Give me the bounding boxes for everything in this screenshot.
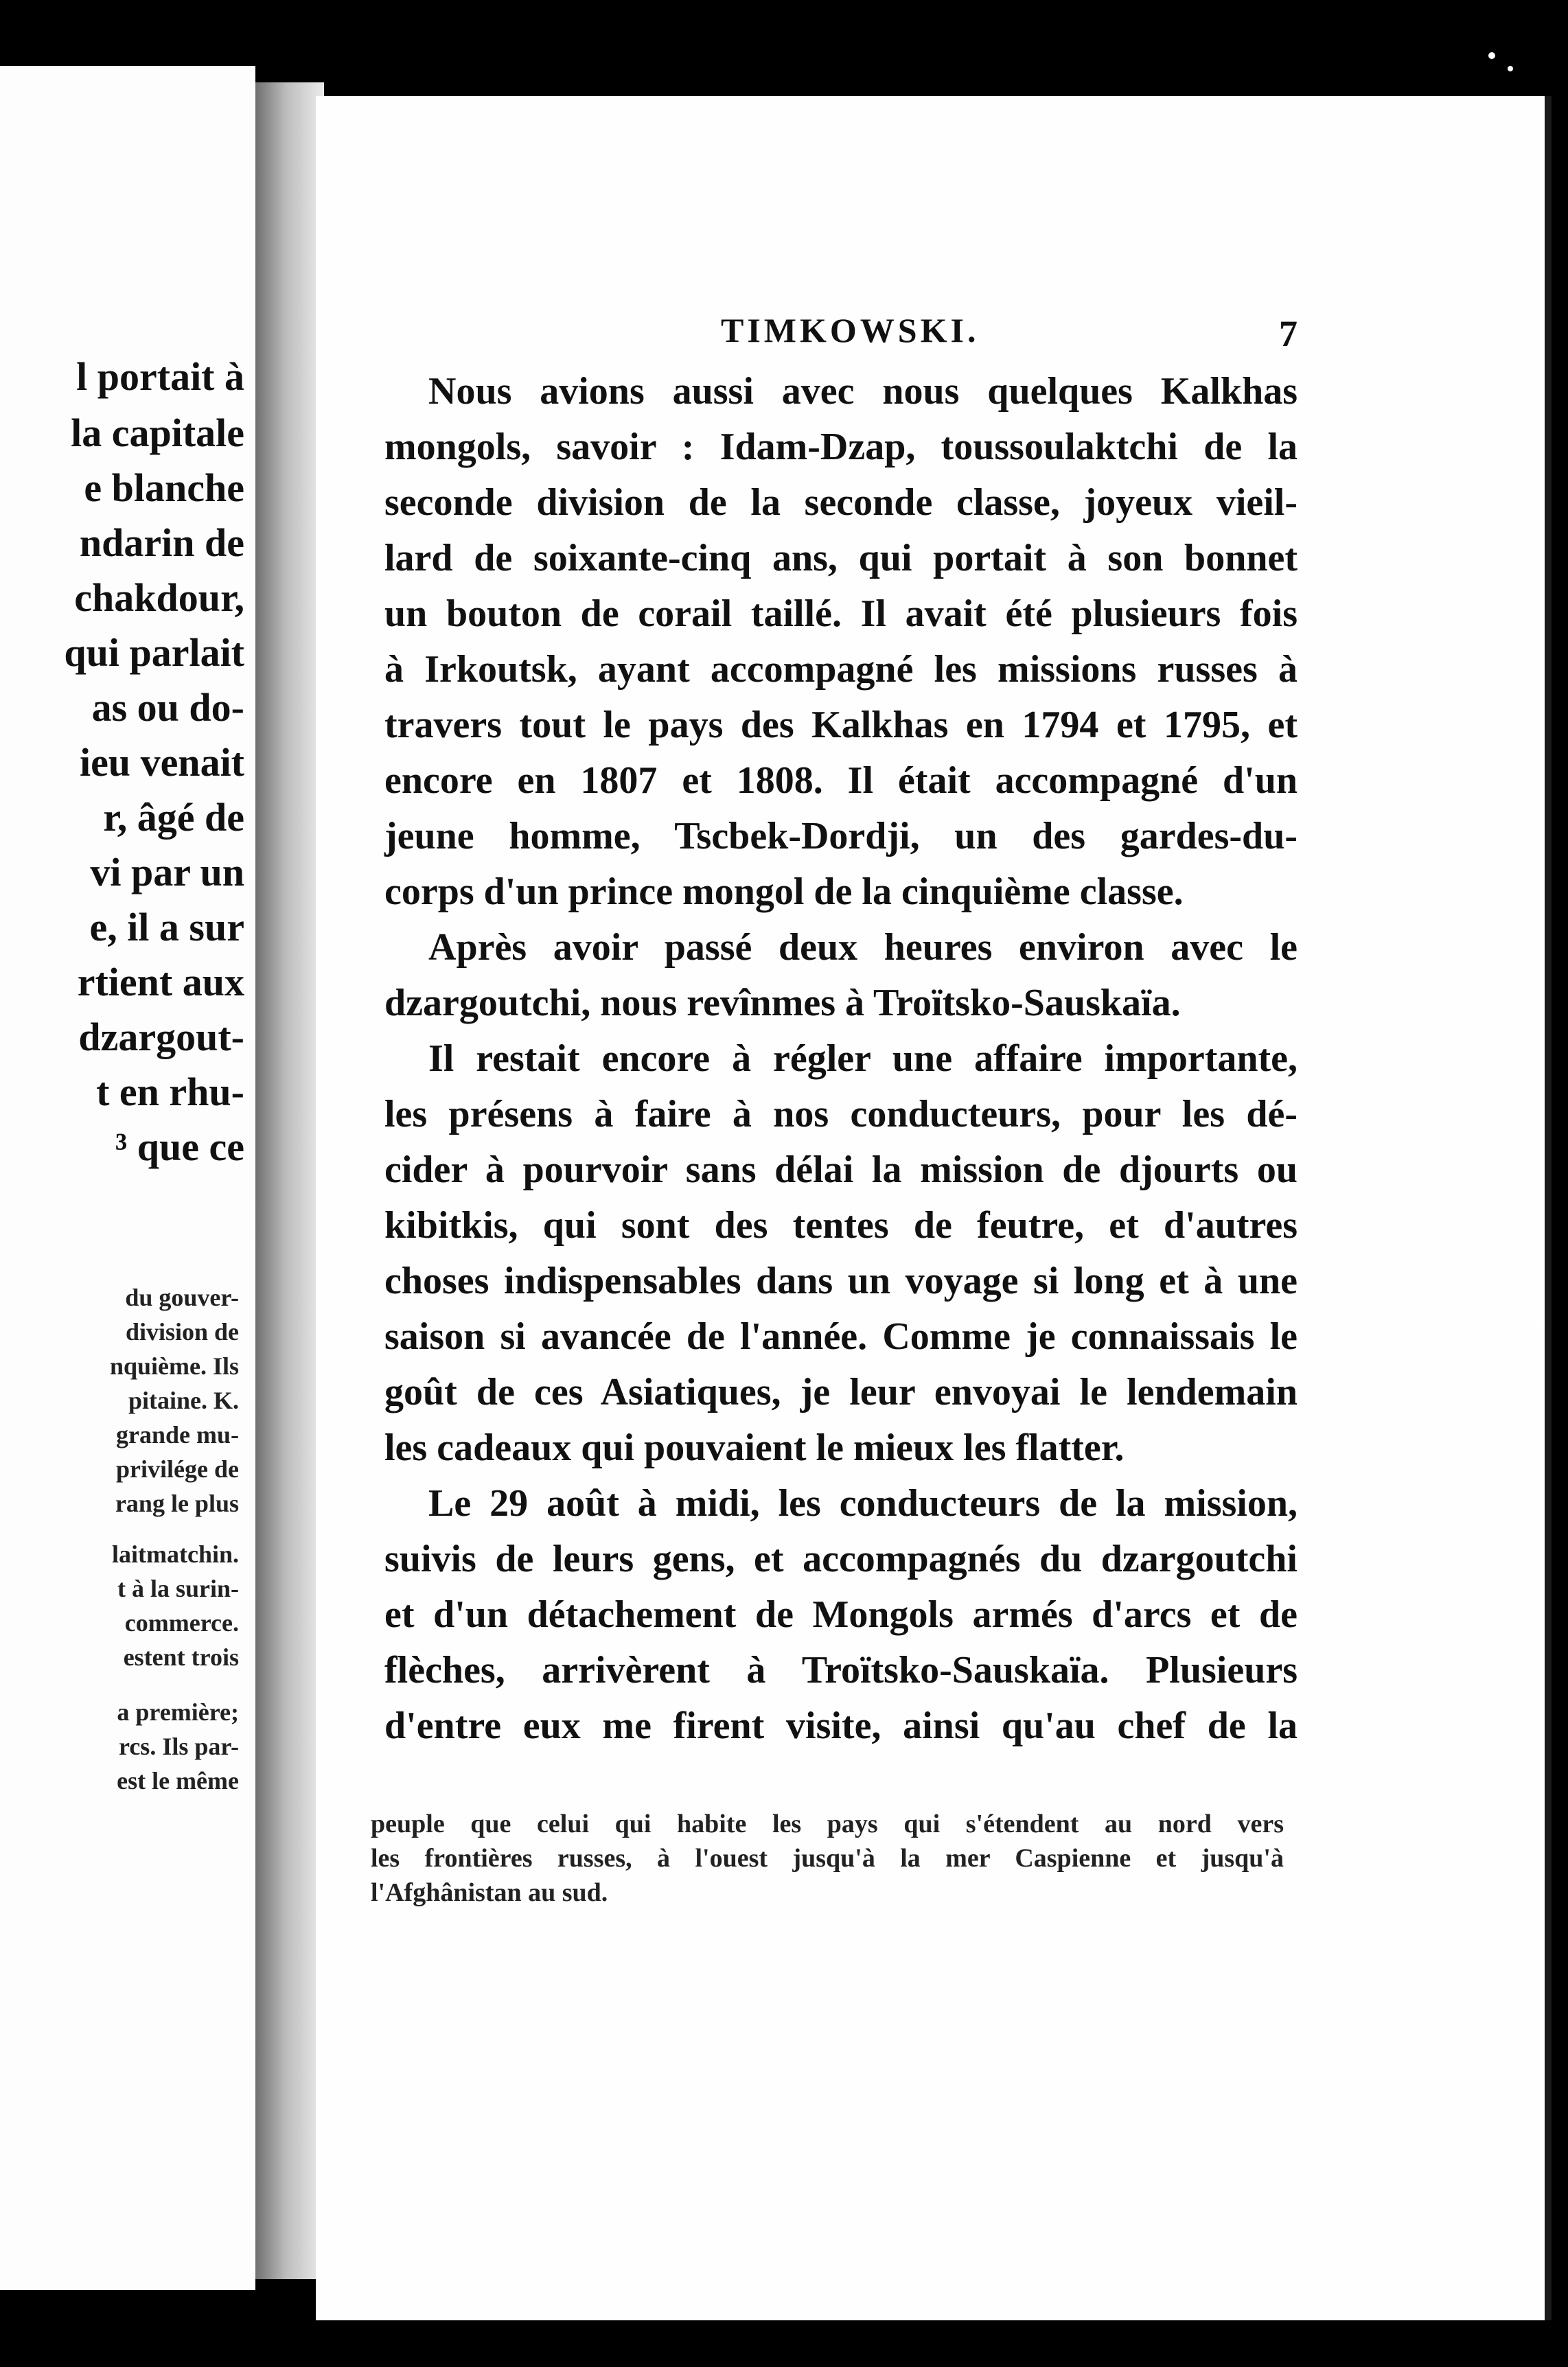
left-page-line: qui parlait: [64, 630, 244, 675]
text-line: cider à pourvoir sans délai la mission de djourts ou: [384, 1148, 1298, 1191]
text-line: Le 29 août à midi, les conducteurs de la mission,: [428, 1482, 1298, 1525]
text-line: dzargoutchi, nous revînmes à Troïtsko-Sauskaïa.: [384, 982, 1181, 1024]
text-line: et d'un détachement de Mongols armés d'arcs et de: [384, 1593, 1298, 1636]
left-page-line: as ou do-: [91, 685, 244, 730]
running-header: TIMKOWSKI.: [721, 311, 980, 349]
footnote-line: peuple que celui qui habite les pays qui s'étendent au nord vers: [371, 1810, 1284, 1838]
left-page-line: t en rhu-: [96, 1070, 244, 1114]
page-edge: [1545, 96, 1552, 2320]
left-page: [0, 66, 255, 2290]
text-line: d'entre eux me firent visite, ainsi qu'au chef de la: [384, 1705, 1298, 1747]
left-page-line: dzargout-: [78, 1015, 244, 1059]
text-line: suivis de leurs gens, et accompagnés du dzargoutchi: [384, 1538, 1298, 1580]
left-page-note: estent trois: [123, 1643, 239, 1671]
left-page-line: ³ que ce: [115, 1124, 244, 1169]
scan-speck: [1508, 66, 1513, 71]
left-page-note: commerce.: [124, 1609, 239, 1637]
text-line: jeune homme, Tscbek-Dordji, un des gardes-du-: [384, 815, 1298, 857]
left-page-line: r, âgé de: [103, 795, 244, 840]
text-line: corps d'un prince mongol de la cinquième classe.: [384, 870, 1184, 913]
left-page-line: ndarin de: [79, 520, 244, 565]
left-page-line: rtient aux: [77, 960, 244, 1004]
left-page-line: la capitale: [71, 411, 244, 455]
left-page-note: division de: [125, 1318, 239, 1346]
text-line: saison si avancée de l'année. Comme je connaissais le: [384, 1315, 1298, 1358]
text-line: lard de soixante-cinq ans, qui portait à son bonnet: [384, 537, 1298, 579]
left-page-line: vi par un: [90, 850, 244, 894]
left-page-line: chakdour,: [74, 575, 244, 620]
footnote: [371, 1807, 1284, 1910]
left-page-line: ieu venait: [79, 740, 244, 785]
text-line: choses indispensables dans un voyage si long et à une: [384, 1260, 1298, 1302]
text-line: goût de ces Asiatiques, je leur envoyai le lendemain: [384, 1371, 1298, 1413]
left-page-line: l portait à: [76, 354, 244, 399]
text-line: seconde division de la seconde classe, joyeux vieil-: [384, 481, 1298, 524]
left-page-note: rcs. Ils par-: [119, 1733, 239, 1760]
text-line: flèches, arrivèrent à Troïtsko-Sauskaïa. Plusieurs: [384, 1649, 1298, 1691]
left-page-note: du gouver-: [125, 1284, 239, 1311]
left-page-note: a première;: [117, 1698, 239, 1726]
footnote-line: les frontières russes, à l'ouest jusqu'à la mer Caspienne et jusqu'à: [371, 1844, 1284, 1873]
footnote-line: l'Afghânistan au sud.: [371, 1878, 608, 1907]
text-line: les cadeaux qui pouvaient le mieux les flatter.: [384, 1427, 1125, 1469]
text-line: kibitkis, qui sont des tentes de feutre, et d'autres: [384, 1204, 1298, 1247]
left-page-note: est le même: [117, 1767, 239, 1794]
text-line: Nous avions aussi avec nous quelques Kalkhas: [428, 370, 1298, 413]
left-page-note: pitaine. K.: [128, 1387, 239, 1414]
text-line: encore en 1807 et 1808. Il était accompagné d'un: [384, 759, 1298, 802]
scan-speck: [1538, 1317, 1545, 1326]
left-page-note: laitmatchin.: [112, 1540, 239, 1568]
left-page-line: e, il a sur: [89, 905, 244, 949]
scan-speck: [1488, 52, 1495, 59]
left-page-note: nquième. Ils: [109, 1352, 239, 1380]
text-line: les présens à faire à nos conducteurs, pour les dé-: [384, 1093, 1298, 1135]
main-text: [384, 364, 1298, 1754]
text-line: à Irkoutsk, ayant accompagné les missions russes à: [384, 648, 1298, 691]
left-page-note: privilége de: [116, 1455, 239, 1483]
text-line: Il restait encore à régler une affaire importante,: [428, 1037, 1298, 1080]
text-line: un bouton de corail taillé. Il avait été plusieurs fois: [384, 592, 1298, 635]
text-line: travers tout le pays des Kalkhas en 1794 et 1795, et: [384, 704, 1298, 746]
left-page-note: t à la surin-: [117, 1575, 239, 1602]
text-line: mongols, savoir : Idam-Dzap, toussoulaktchi de la: [384, 426, 1298, 468]
left-page-note: grande mu-: [116, 1421, 239, 1448]
left-page-line: e blanche: [84, 465, 244, 510]
page-number: 7: [1279, 313, 1298, 354]
book-gutter: [255, 82, 324, 2279]
text-line: Après avoir passé deux heures environ avec le: [428, 926, 1298, 969]
left-page-note: rang le plus: [115, 1490, 239, 1517]
